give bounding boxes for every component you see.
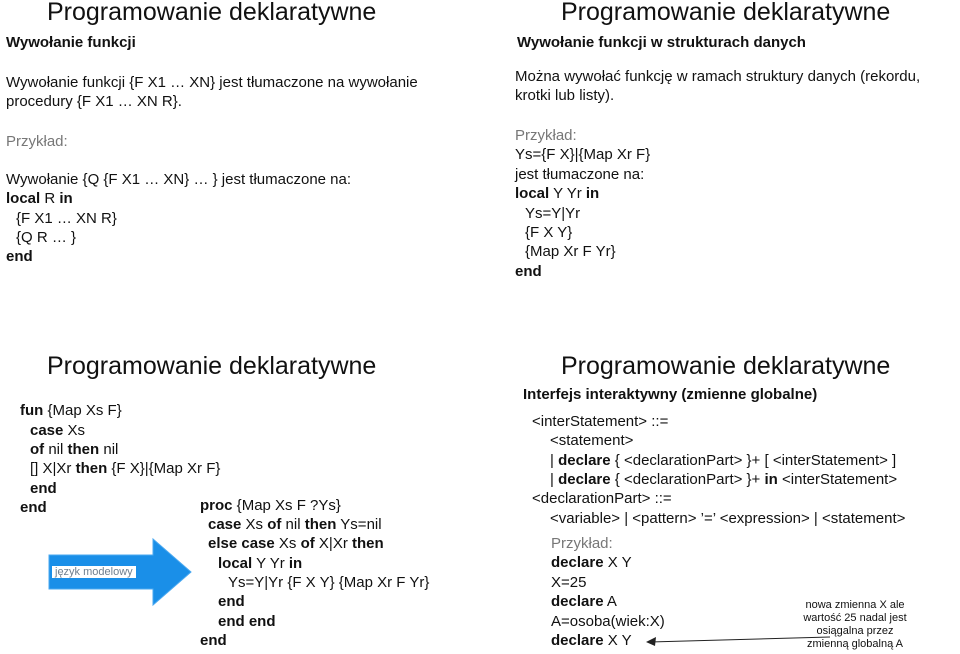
grammar-line: | declare { <declarationPart> }+ [ <interStatement> ] [550,452,897,469]
code-line: end [515,263,542,280]
code-line: local Y Yr in [515,185,600,202]
slide-function-in-data [480,0,960,327]
slide-interactive-interface [480,327,960,654]
text-line: jest tłumaczone na: [515,166,645,183]
grammar-line: <statement> [550,432,634,449]
text-line: Można wywołać funkcję w ramach struktury danych (rekordu, [515,68,921,85]
code-line: A=osoba(wiek:X) [551,613,665,630]
code-line: case Xs [30,422,86,439]
code-line: [] X|Xr then {F X}|{Map Xr F} [30,460,221,477]
code-line: end [20,499,47,516]
code-line: end [200,632,227,649]
code-line: {F X Y} [525,224,573,241]
note-line: osiągalna przez [816,625,894,637]
slide-map-translation [0,327,480,654]
code-line: {Map Xr F Yr} [525,243,616,260]
code-line: X=25 [551,574,587,591]
grammar-line: <declarationPart> ::= [532,490,672,507]
note-line: nowa zmienna X ale [805,599,905,611]
text-line: procedury {F X1 … XN R}. [6,93,182,110]
code-line: of nil then nil [30,441,119,458]
grammar-line: <variable> | <pattern> ’=’ <expression> | <statement> [550,510,906,527]
code-line: Ys=Y|Yr [525,205,581,222]
slide-title: Programowanie deklaratywne [47,352,377,380]
code-line: end [6,248,33,265]
slide-subtitle: Wywołanie funkcji [6,34,136,51]
slide-function-call [0,0,480,327]
code-line: Ys={F X}|{Map Xr F} [515,146,651,163]
arrow-label: język modelowy [52,566,136,578]
text-line: Wywołanie funkcji {F X1 … XN} jest tłumaczone na wywołanie [6,74,418,91]
code-line: end [218,593,245,610]
code-line: fun {Map Xs F} [20,402,122,419]
example-label: Przykład: [551,535,613,552]
code-line: Ys=Y|Yr {F X Y} {Map Xr F Yr} [228,574,430,591]
text-line: krotki lub listy). [515,87,615,104]
example-label: Przykład: [515,127,577,144]
code-line: {F X1 … XN R} [16,210,117,227]
note-line: zmienną globalną A [806,638,903,650]
code-line: end [30,480,57,497]
grammar-line: | declare { <declarationPart> }+ in <interStatement> [550,471,898,488]
code-line: proc {Map Xs F ?Ys} [200,497,341,514]
note-line: wartość 25 nadal jest [803,612,907,624]
code-line: case Xs of nil then Ys=nil [208,516,382,533]
code-line: else case Xs of X|Xr then [208,535,384,552]
grammar-line: <interStatement> ::= [532,413,669,430]
slide-title: Programowanie deklaratywne [561,352,891,380]
slide-title: Programowanie deklaratywne [561,0,891,26]
code-line: declare A [551,593,617,610]
slide-title: Programowanie deklaratywne [47,0,377,26]
code-line: {Q R … } [16,229,77,246]
code-line: declare X Y [551,632,632,649]
slide-subtitle: Interfejs interaktywny (zmienne globalne) [523,386,818,403]
code-line: declare X Y [551,554,632,571]
slide-subtitle: Wywołanie funkcji w strukturach danych [517,34,806,51]
code-line: local Y Yr in [218,555,303,572]
code-line: local R in [6,190,73,207]
text-line: Wywołanie {Q {F X1 … XN} … } jest tłumaczone na: [6,171,352,188]
annotation-note [780,599,930,651]
example-label: Przykład: [6,133,68,150]
code-line: end end [218,613,276,630]
